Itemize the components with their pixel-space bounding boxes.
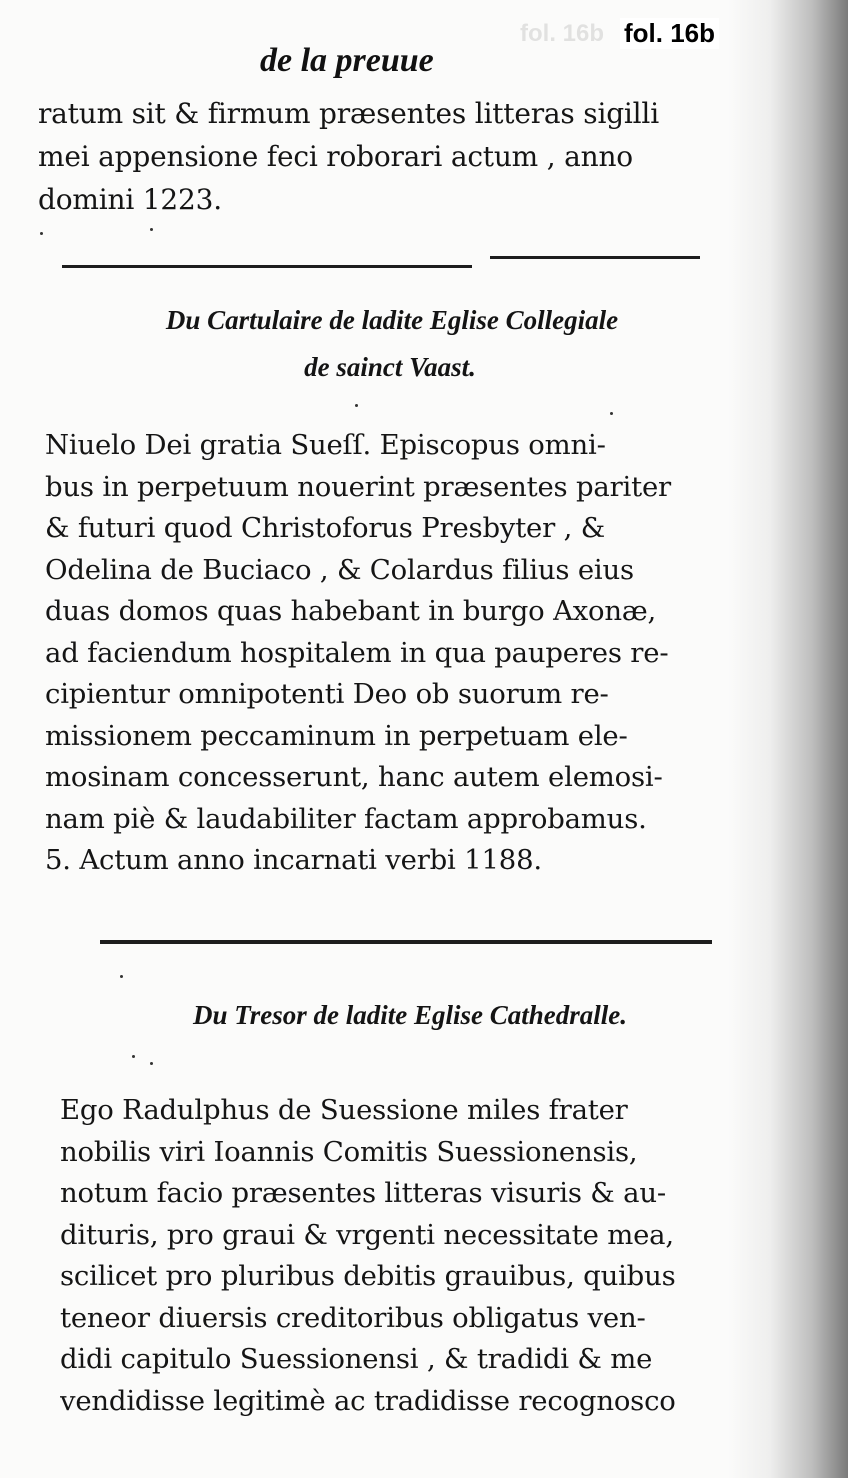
- text-line: cipientur omnipotenti Deo ob suorum re-: [45, 678, 609, 710]
- running-head: de la preuue: [260, 42, 434, 79]
- text-line: ad faciendum hospitalem in qua pauperes re-: [45, 636, 669, 669]
- text-line: mei appensione feci roborari actum , anno: [38, 140, 633, 173]
- text-line: Ego Radulphus de Suessione miles frater: [60, 1094, 628, 1126]
- text-line: nam piè & laudabiliter factam approbamus.: [45, 802, 647, 835]
- text-line: mosinam concesserunt, hanc autem elemosi-: [45, 761, 663, 793]
- section1-heading-line1: Du Cartulaire de ladite Eglise Collegiale: [165, 305, 619, 335]
- scan-speck: [150, 228, 153, 231]
- text-line: Niuelo Dei gratia Sueſſ. Episcopus omni-: [45, 429, 606, 461]
- text-block-opening: [38, 92, 758, 221]
- scan-speck: [132, 1055, 135, 1058]
- text-line: notum facio præsentes litteras visuris & au-: [60, 1177, 666, 1209]
- scan-speck: [120, 975, 123, 978]
- text-line: dituris, pro graui & vrgenti necessitate mea,: [60, 1218, 674, 1251]
- text-line: didi capitulo Suessionensi , & tradidi & me: [60, 1343, 653, 1375]
- folio-ghost-label: fol. 16b: [520, 20, 605, 47]
- section-divider: [100, 940, 712, 944]
- text-line: teneor diuersis creditoribus obligatus ven-: [60, 1301, 646, 1334]
- scan-speck: [150, 1062, 153, 1065]
- section2-heading: Du Tresor de ladite Eglise Cathedralle.: [193, 1000, 627, 1030]
- text-line: vendidisse legitimè ac tradidisse recognosco: [60, 1384, 676, 1417]
- text-line: ratum sit & firmum præsentes litteras sigilli: [38, 97, 659, 130]
- text-line: scilicet pro pluribus debitis grauibus, quibus: [60, 1260, 676, 1292]
- folio-label: fol. 16b: [620, 18, 719, 49]
- scan-speck: [610, 412, 613, 415]
- text-line: missionem peccaminum in perpetuam ele-: [45, 719, 628, 752]
- scan-speck: [40, 232, 43, 235]
- section-divider-right: [490, 256, 700, 259]
- text-line: & futuri quod Christoforus Presbyter , &: [45, 512, 605, 544]
- text-line: Odelina de Buciaco , & Colardus filius eius: [45, 553, 634, 586]
- section-divider-left: [62, 265, 472, 268]
- text-line: duas domos quas habebant in burgo Axonæ,: [45, 595, 657, 627]
- text-line: 5. Actum anno incarnati verbi 1188.: [45, 844, 542, 876]
- text-line: domini 1223.: [38, 183, 222, 216]
- section2-body: [60, 1090, 780, 1422]
- text-line: bus in perpetuum nouerint præsentes pariter: [45, 470, 671, 503]
- section1-heading-line2: de sainct Vaast.: [304, 352, 476, 382]
- text-line: nobilis viri Ioannis Comitis Suessionensis,: [60, 1135, 638, 1168]
- scan-speck: [355, 404, 358, 407]
- section1-body: [45, 425, 765, 882]
